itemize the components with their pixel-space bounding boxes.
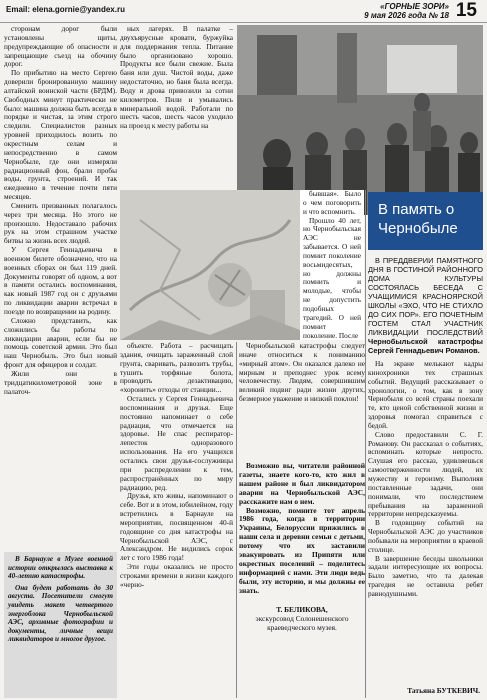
column-divider <box>365 190 366 698</box>
paragraph: Эти годы оказались не просто строками времени в жизни каждого «черно- <box>120 562 233 589</box>
article-lead <box>368 256 483 358</box>
page-number: 15 <box>455 0 477 21</box>
paper-info <box>364 2 449 20</box>
paragraph: Сменить призванных полагалось через три месяца. Но этого не произошло. Недоставало рабочих рук на этом страшном участке битвы за жизнь всех людей. <box>4 200 117 246</box>
author-role: экскурсовод Солонешенского краеведческого музея. <box>255 613 349 632</box>
paragraph: Жили они в тридцатикилометровой зоне в палаточ- <box>4 368 117 396</box>
paragraph: ных лагерях. В палатке – двухъярусные кровати, буржуйка для поддержания тепла. Питание было организовано хорошо. Продукты все были свежие. Была баня или душ. Чистой воды, даже недостаточно, но баня была всегда. Воду и дрова привозили за сотни километров. Пили и умывались минеральной водой. Работали по шесть часов, шесть часов уходило на проезд к месту работы на <box>120 25 233 131</box>
museum-inset-box <box>4 552 117 698</box>
lead-bold-text: Чернобыльской катастрофы Сергей Геннадьевич Романов. <box>368 337 483 355</box>
article-column-4 <box>368 360 483 685</box>
paragraph: По прибытию на место Сергею доверили бронированную машину алтайской воинской части (БРДМ). Свободных минут практически не было: машина должна быть всегда в порядке и чистая, за этим строго следили. Специалистов разных уровней приходилось возить по окрестным селам и непосредственно в самом Чернобыле, где они измеряли радиационный фон, брали пробы воды, грунта, строений. И так ежедневно в течение почти пяти месяцев. <box>4 68 117 202</box>
column-divider <box>236 342 237 698</box>
paragraph: Сложно представить, как сложились бы работы по ликвидации аварии, если бы не помощь советской армии. Это был наш Чернобыль. Это был новый фронт для офицеров и солдат. <box>4 315 117 370</box>
paragraph: Слово предоставили С. Г. Романову. Он рассказал о событиях, вспоминать которые непросто. Слушая его рассказ, удивляешься самоотверженности людей, их мужеству и героизму. Выполняя поставленные задачи, они понимали, что последствием пребывания на зараженной территории непредсказуемы. <box>368 429 483 519</box>
paragraph: бывшая». Было о чем поговорить и что вспомнить. <box>303 190 361 216</box>
paragraph: Прошло 40 лет, но Чернобыльская АЭС не забывается. О ней помнит поколение восьмидесятых, но должны помнить и молодые, чтобы не допустить подобных трагедий. О ней помнит поколение. После <box>303 215 361 340</box>
paragraph: В годовщину событий на Чернобыльской АЭС до участников побывали на мероприятии в краевой столице. <box>368 518 483 554</box>
article-column-2-top <box>120 25 233 190</box>
article-column-1 <box>4 25 117 550</box>
paragraph: объекте. Работа – расчищать здания, очищать зараженный слой грунта, сваривать, развозить трубы, тушить торфяные болота, проводить дезактивацию, «хоронить» отходы от станции... <box>120 342 233 395</box>
paragraph: Друзья, кто живы, напоминают о себе. Вот и в этом, юбилейном, году встретились в Барнауле на мероприятии, посвященном 40-й годовщине со дня катастрофы на Чернобыльской АЭС, с Александром. Не видились сорок лет с того 1986 года! <box>120 491 233 563</box>
paragraph: Остались у Сергея Геннадьевича воспоминания и друзья. Еще постоянно напоминает о себе радиация, что отмечается на здоровье. Не спас респиратор-лепесток одноразового использования. На его учащихся остались свои друзья-сослуживцы при распределении к тем, распространённых по миру радиацию, ред. <box>120 394 233 492</box>
issue-date: 9 мая 2026 года № 18 <box>364 11 449 20</box>
meeting-photo-image <box>237 25 483 215</box>
paragraph: На экране мелькают кадры кинохроники тех страшных событий. Ведущий рассказывает о хронологии, о том, как в зону Чернобыля со всей страны поехали те, кто ценой собственной жизни и здоровья помогал справиться с бедой. <box>368 360 483 430</box>
page-header <box>0 0 487 23</box>
meeting-photo <box>237 25 483 215</box>
monument-relief-image <box>120 190 300 340</box>
reader-appeal-block <box>239 462 365 602</box>
author-name: Т. БЕЛИКОВА, <box>276 605 328 614</box>
paper-name: «ГОРНЫЕ ЗОРИ» <box>380 2 449 11</box>
paragraph: В завершение беседы школьники задали интересующие их вопросы. Было заметно, что та далекая трагедия не оставила ребят равнодушными. <box>368 553 483 598</box>
author-signature <box>239 606 365 666</box>
quote-callout <box>300 190 364 340</box>
lead-text: В ПРЕДДВЕРИИ ПАМЯТНОГО ДНЯ В ГОСТИНОЙ РАЙОННОГО ДОМА КУЛЬТУРЫ СОСТОЯЛАСЬ БЕСЕДА С УЧАЩИМИСЯ КРАСНОЯРСКОЙ ШКОЛЫ «ЭХО, ЧТО НЕ СТИХЛО ДО СИХ ПОР». ЕГО ПОЧЕТНЫМ ГОСТЕМ СТАЛ УЧАСТНИК ЛИКВИДАЦИИ ПОСЛЕДСТВИЙ <box>368 256 483 337</box>
paragraph: В Барнауле в Музее военной истории открылась выставка к 40-летию катастрофы. <box>8 555 113 581</box>
chernobyl-monument-photo <box>120 190 300 340</box>
article-author: Татьяна БУТКЕВИЧ. <box>407 686 480 695</box>
contact-email[interactable]: Email: elena.gornie@yandex.ru <box>6 5 125 14</box>
article-column-3-bottom <box>239 342 365 457</box>
paragraph: Чернобыльской катастрофы следует иначе относиться к пониманию «мирный атом». Он оказался далеко не мирным и преподнес урок всему человечеству. Людям, совершившим великий подвиг ради жизни других, безмерное уважение и низкий поклон! <box>239 342 365 404</box>
paragraph: Возможно вы, читатели районной газеты, знаете кого-то, кто жил в нашем районе и был ликвидатором аварии на Чернобыльской АЭС, расскажите нам о нем. <box>239 462 365 506</box>
paragraph: У Сергея Геннадьевича в военном билете обозначено, что на военных сборах он был 119 дней. Документы говорят об одном, а вот в памяти остались воспоминания, как новый 1987 год он с друзьями по ликвидации аварии встречал в поезде по возвращении на родину. <box>4 245 117 316</box>
paragraph: сторонам дорог были установлены щиты, предупреждающие об опасности и запрещающие съезд на обочину дорог. <box>4 25 117 69</box>
paragraph: Возможно, помните тот апрель 1986 года, когда в территории Украины, Белоруссии прижились в наши села и деревни семьи с детьми, потому что их заставили эвакуировать из Припяти или окрестных поселений – поделитесь информацией с нами. Эти люди ведь были, эту историю, и мы должны ее знать. <box>239 505 365 595</box>
article-title: В память о Чернобыле <box>368 192 483 250</box>
article-column-2-bottom <box>120 342 233 698</box>
paragraph: Она будет работать до 30 августа. Посетители смогут увидеть макет четвертого энергоблока Чернобыльской АЭС, архивные фотографии и документы, личные вещи ликвидаторов и многое другое. <box>8 583 113 644</box>
